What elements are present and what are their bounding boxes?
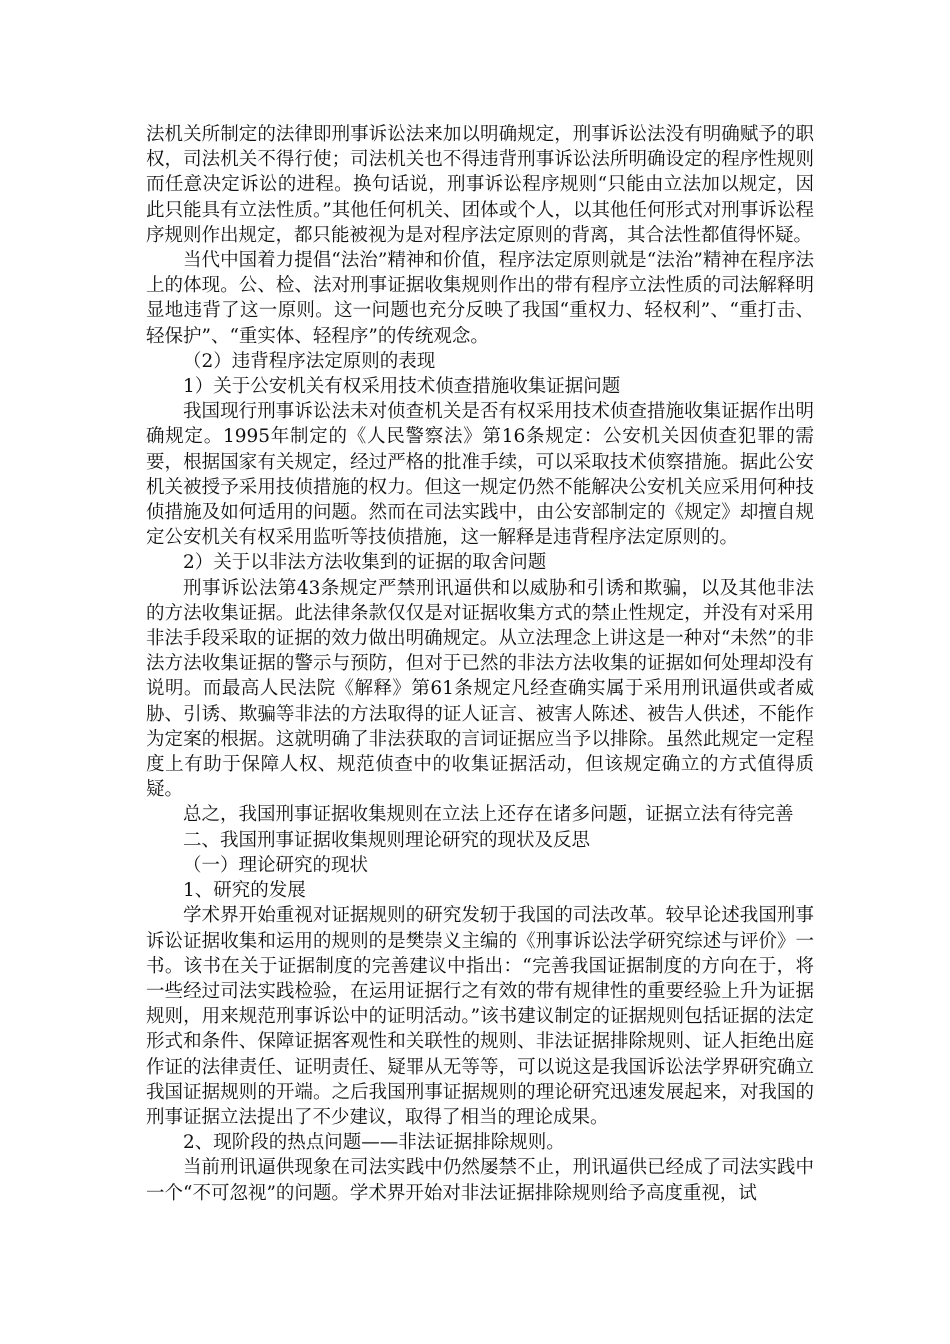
subheading-theory-status: （一）理论研究的现状 — [183, 854, 369, 876]
subheading-violation-manifestation: （2）违背程序法定原则的表现 — [183, 350, 436, 372]
subheading-technical-investigation: 1）关于公安机关有权采用技术侦查措施收集证据问题 — [183, 376, 621, 398]
paragraph-technical-investigation: 我国现行刑事诉讼法未对侦查机关是否有权采用技术侦查措施收集证据作出明确规定。1995年制定的《人民警察法》第16条规定：公安机关因侦查犯罪的需要，根据国家有关规定，经过严格的批准手续，可以采取技术侦察措施。据此公安机关被授予采用技侦措施的权力。但这一规定仍然不能解决公安机关应采用何种技侦措施及如何适用的问题。然而在司法实践中，由公安部制定的《规定》却擅自规定公安机关有权采用监听等技侦措施，这一解释是违背程序法定原则的。 — [146, 401, 814, 549]
paragraph-hot-issue: 当前刑讯逼供现象在司法实践中仍然屡禁不止，刑讯逼供已经成了司法实践中一个“不可忽视”的问题。学术界开始对非法证据排除规则给予高度重视，试 — [146, 1157, 814, 1204]
section-heading-theory: 二、我国刑事证据收集规则理论研究的现状及反思 — [183, 829, 591, 851]
paragraph-research-development: 学术界开始重视对证据规则的研究发轫于我国的司法改革。较早论述我国刑事诉讼证据收集和运用的规则的是樊崇义主编的《刑事诉讼法学研究综述与评价》一书。该书在关于证据制度的完善建议中指出：“完善我国证据制度的方向在于，将一些经过司法实践检验，在运用证据行之有效的带有规律性的重要经验上升为证据规则，用来规范刑事诉讼中的证明活动。”该书建议制定的证据规则包括证据的法定形式和条件、保障证据客观性和关联性的规则、非法证据排除规则、证人拒绝出庭作证的法律责任、证明责任、疑罪从无等等，可以说这是我国诉讼法学界研究确立我国证据规则的开端。之后我国刑事证据规则的理论研究迅速发展起来，对我国的刑事证据立法提出了不少建议，取得了相当的理论成果。 — [146, 905, 814, 1128]
document-body — [146, 122, 814, 1206]
paragraph-illegal-evidence: 刑事诉讼法第43条规定严禁刑讯逼供和以威胁和引诱和欺骗，以及其他非法的方法收集证据。此法律条款仅仅是对证据收集方式的禁止性规定，并没有对采用非法手段采取的证据的效力做出明确规定。从立法理念上讲这是一种对“未然”的非法方法收集证据的警示与预防，但对于已然的非法方法收集的证据如何处理却没有说明。而最高人民法院《解释》第61条规定凡经查确实属于采用刑讯逼供或者威胁、引诱、欺骗等非法的方法取得的证人证言、被害人陈述、被告人供述，不能作为定案的根据。这就明确了非法获取的言词证据应当予以排除。虽然此规定一定程度上有助于保障人权、规范侦查中的收集证据活动，但该规定确立的方式值得质疑。 — [146, 577, 814, 801]
subheading-illegal-evidence: 2）关于以非法方法收集到的证据的取舍问题 — [183, 552, 547, 574]
paragraph-summary: 总之，我国刑事证据收集规则在立法上还存在诸多问题，证据立法有待完善 — [183, 804, 794, 826]
subheading-hot-issue: 2、现阶段的热点问题——非法证据排除规则。 — [183, 1132, 565, 1154]
paragraph-1: 法机关所制定的法律即刑事诉讼法来加以明确规定，刑事诉讼法没有明确赋予的职权，司法机关不得行使；司法机关也不得违背刑事诉讼法所明确设定的程序性规则而任意决定诉讼的进程。换句话说，刑事诉讼程序规则“只能由立法加以规定，因此只能具有立法性质。”其他任何机关、团体或个人，以其他任何形式对刑事诉讼程序规则作出规定，都只能被视为是对程序法定原则的背离，其合法性都值得怀疑。 — [146, 124, 814, 246]
subheading-research-development: 1、研究的发展 — [183, 880, 306, 902]
paragraph-2: 当代中国着力提倡“法治”精神和价值，程序法定原则就是“法治”精神在程序法上的体现。公、检、法对刑事证据收集规则作出的带有程序立法性质的司法解释明显地违背了这一原则。这一问题也充分反映了我国“重权力、轻权利”、“重打击、轻保护”、“重实体、轻程序”的传统观念。 — [146, 250, 814, 347]
